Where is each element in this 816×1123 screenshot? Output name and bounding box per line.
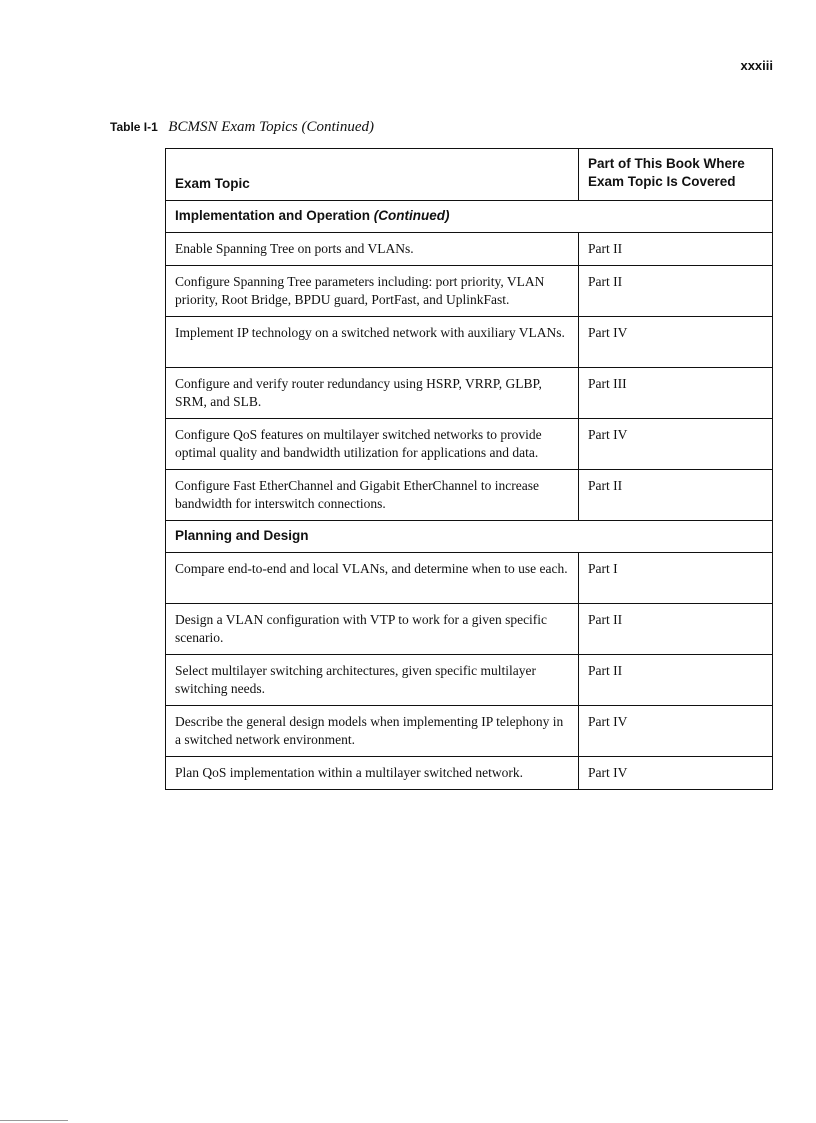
exam-topics-table <box>165 148 773 790</box>
table-row <box>166 470 773 521</box>
section-title-implementation <box>166 201 773 233</box>
section-row-planning <box>166 521 773 553</box>
page-number: xxxiii <box>740 58 773 73</box>
topic-cell: Compare end-to-end and local VLANs, and determine when to use each. <box>166 553 579 604</box>
topic-cell: Enable Spanning Tree on ports and VLANs. <box>166 233 579 266</box>
section-title-planning: Planning and Design <box>166 521 773 553</box>
part-cell: Part IV <box>579 757 773 790</box>
table-row <box>166 368 773 419</box>
part-cell: Part I <box>579 553 773 604</box>
topic-cell: Plan QoS implementation within a multilayer switched network. <box>166 757 579 790</box>
table-row <box>166 655 773 706</box>
part-cell: Part IV <box>579 419 773 470</box>
section-row-implementation <box>166 201 773 233</box>
table-row <box>166 553 773 604</box>
table-header-row <box>166 149 773 201</box>
part-cell: Part IV <box>579 706 773 757</box>
table-row <box>166 419 773 470</box>
footer-rule <box>0 1120 68 1121</box>
part-cell: Part II <box>579 470 773 521</box>
column-header-exam-topic: Exam Topic <box>166 149 579 201</box>
topic-cell: Design a VLAN configuration with VTP to work for a given specific scenario. <box>166 604 579 655</box>
part-cell: Part II <box>579 604 773 655</box>
section-title-suffix: (Continued) <box>373 208 450 223</box>
table-row <box>166 757 773 790</box>
table-row <box>166 706 773 757</box>
topic-cell: Configure Fast EtherChannel and Gigabit EtherChannel to increase bandwidth for interswitch connections. <box>166 470 579 521</box>
topic-cell: Implement IP technology on a switched network with auxiliary VLANs. <box>166 317 579 368</box>
topic-cell: Configure QoS features on multilayer switched networks to provide optimal quality and bandwidth utilization for applications and data. <box>166 419 579 470</box>
table-row <box>166 233 773 266</box>
table-row <box>166 266 773 317</box>
topic-cell: Configure and verify router redundancy using HSRP, VRRP, GLBP, SRM, and SLB. <box>166 368 579 419</box>
topic-cell: Configure Spanning Tree parameters including: port priority, VLAN priority, Root Bridge, BPDU guard, PortFast, and UplinkFast. <box>166 266 579 317</box>
table-row <box>166 317 773 368</box>
table-caption-label: Table I-1 <box>110 120 158 134</box>
part-cell: Part II <box>579 655 773 706</box>
topic-cell: Select multilayer switching architectures, given specific multilayer switching needs. <box>166 655 579 706</box>
table-caption <box>110 119 374 136</box>
table-row <box>166 604 773 655</box>
topic-cell: Describe the general design models when implementing IP telephony in a switched network environment. <box>166 706 579 757</box>
column-header-book-part: Part of This Book Where Exam Topic Is Covered <box>579 149 773 201</box>
part-cell: Part IV <box>579 317 773 368</box>
section-title-text: Implementation and Operation <box>175 208 371 223</box>
part-cell: Part II <box>579 233 773 266</box>
part-cell: Part II <box>579 266 773 317</box>
part-cell: Part III <box>579 368 773 419</box>
table-caption-title: BCMSN Exam Topics (Continued) <box>168 119 374 135</box>
